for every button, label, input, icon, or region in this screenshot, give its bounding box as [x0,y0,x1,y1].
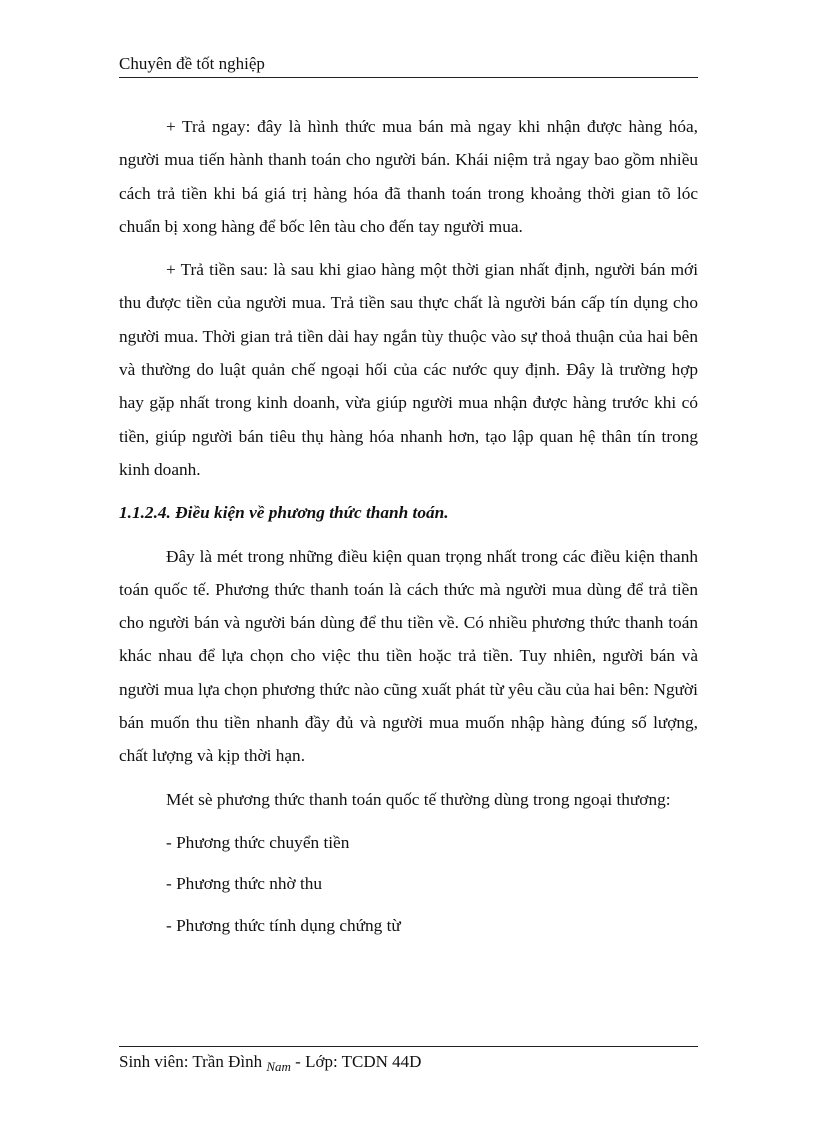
page-footer [119,1046,698,1074]
footer-prefix: Sinh viên: Trần Đình [119,1052,267,1071]
page-header [119,53,698,78]
list-item: - Phương thức tính dụng chứng từ [166,915,401,935]
list-item: - Phương thức chuyển tiền [166,832,350,852]
paragraph-payment-methods: Đây là mét trong những điều kiện quan trọng nhất trong các điều kiện thanh toán quốc tế. Phương thức thanh toán là cách thức mà người mua dùng để trả tiền cho người bán và người bán dùng để thu tiền về. Có nhiều phương thức thanh toán khác nhau để lựa chọn cho việc thu tiền hoặc trả tiền. Tuy nhiên, người bán và người mua lựa chọn phương thức nào cũng xuất phát từ yêu cầu của hai bên: Người bán muốn thu tiền nhanh đầy đủ và người mua muốn nhập hàng đúng số lượng, chất lượng và kịp thời hạn. [119,546,698,766]
page-content [119,110,698,942]
paragraph-common-methods: Mét sè phương thức thanh toán quốc tế thường dùng trong ngoại thương: [166,789,671,809]
list-item: - Phương thức nhờ thu [166,874,323,894]
footer-suffix: - Lớp: TCDN 44D [290,1052,422,1071]
section-heading: 1.1.2.4. Điều kiện về phương thức thanh toán. [119,503,449,523]
footer-student-name: Nam [266,1059,291,1074]
paragraph-pay-later: + Trả tiền sau: là sau khi giao hàng một thời gian nhất định, người bán mới thu được tiền của người mua. Trả tiền sau thực chất là người bán cấp tín dụng cho người mua. Thời gian trả tiền dài hay ngắn tùy thuộc vào sự thoả thuận của hai bên và thường do luật quản chế ngoại hối của các nước quy định. Đây là trường hợp hay gặp nhất trong kinh doanh, vừa giúp người mua nhận được hàng trước khi có tiền, giúp người bán tiêu thụ hàng hóa nhanh hơn, tạo lập quan hệ thân tín trong kinh doanh. [119,260,698,479]
paragraph-pay-now: + Trả ngay: đây là hình thức mua bán mà ngay khi nhận được hàng hóa, người mua tiến hành thanh toán cho người bán. Khái niệm trả ngay bao gồm nhiều cách trả tiền khi bá giá trị hàng hóa đã thanh toán trong khoảng thời gian tõ lóc chuẩn bị xong hàng để bốc lên tàu cho đến tay người mua. [119,117,698,236]
header-title: Chuyên đề tốt nghiệp [119,54,265,73]
